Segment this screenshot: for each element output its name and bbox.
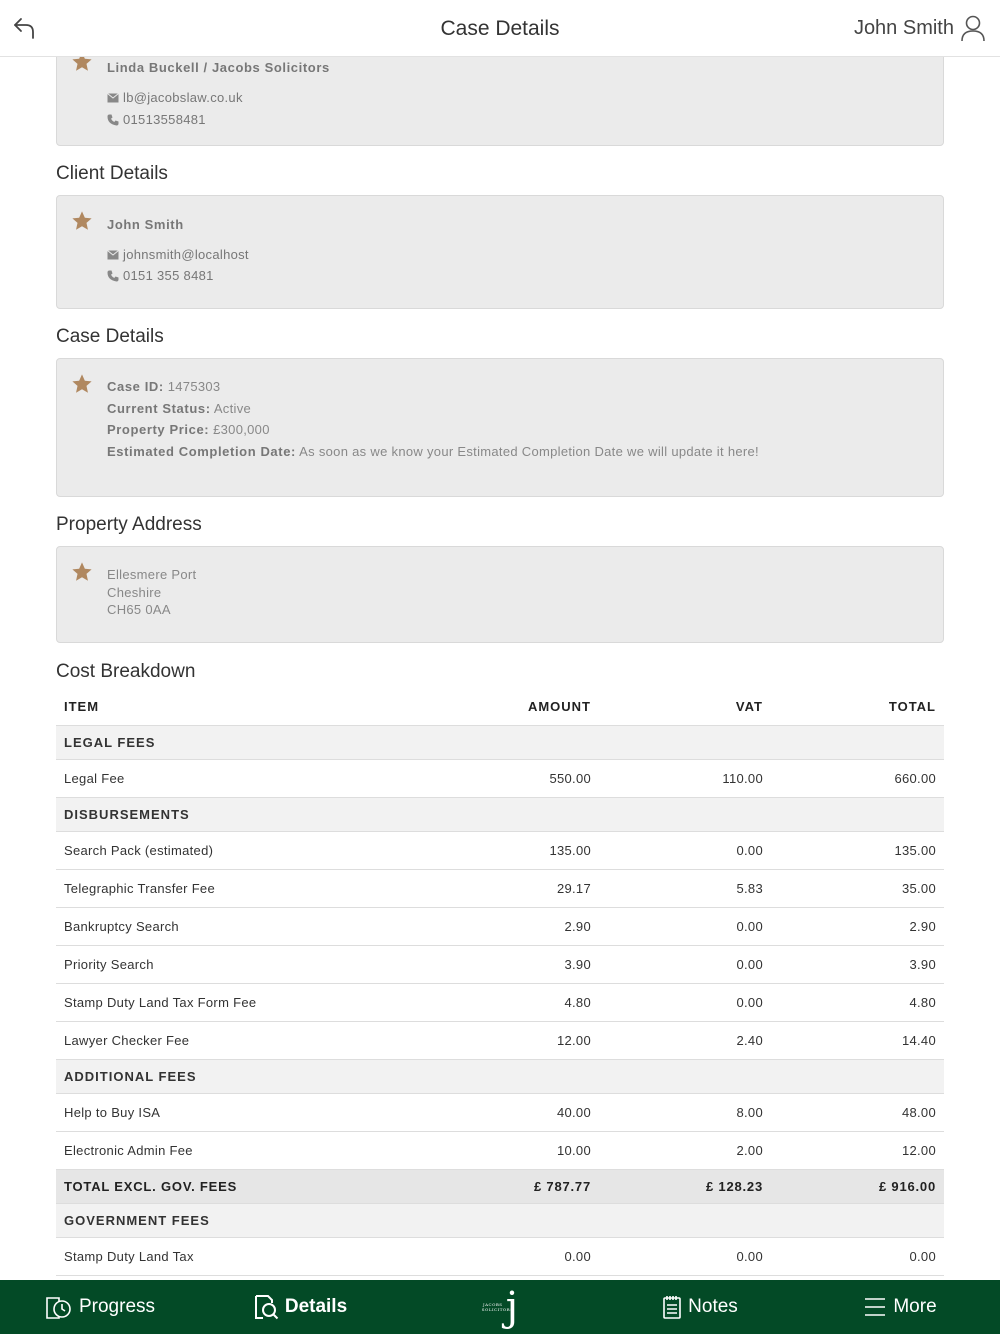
logo-text: JACOBS SOLICITORS [481,1302,514,1312]
cell-vat [591,1059,763,1093]
cell-amount: 12.00 [416,1021,591,1059]
cell-item: Bankruptcy Search [56,907,416,945]
solicitor-phone-row[interactable] [107,112,206,127]
mail-icon [107,250,119,260]
nav-notes[interactable] [600,1280,800,1334]
cell-item: TOTAL EXCL. GOV. FEES [56,1169,416,1203]
cell-total: 2.90 [763,907,944,945]
case-id-value: 1475303 [167,379,221,394]
client-details-heading: Client Details [56,163,168,184]
star-icon [71,57,93,73]
nav-notes-label: Notes [688,1296,738,1317]
column-header-item: ITEM [56,688,416,725]
table-group-row [56,1059,944,1093]
cell-amount: 550.00 [416,759,591,797]
nav-progress-label: Progress [78,1296,156,1317]
case-id-label: Case ID: [107,379,164,394]
star-icon [71,373,93,395]
cell-item: Electronic Admin Fee [56,1131,416,1169]
nav-more[interactable] [800,1280,1000,1334]
cell-vat: 0.00 [591,907,763,945]
column-header-vat: VAT [591,688,763,725]
cell-total: 12.00 [763,1131,944,1169]
cost-breakdown-heading: Cost Breakdown [56,661,196,682]
cell-vat: 0.00 [591,983,763,1021]
solicitor-card [56,57,944,146]
nav-more-label: More [893,1296,937,1317]
cell-item: Stamp Duty Land Tax Form Fee [56,983,416,1021]
phone-icon [107,114,119,126]
client-phone-row[interactable] [107,268,214,283]
nav-home-logo[interactable] [400,1280,600,1334]
address-line-1: Ellesmere Port [107,567,197,582]
table-row [56,759,944,797]
case-status-row [107,401,251,416]
cell-item: Stamp Duty Land Tax [56,1237,416,1275]
cell-total [763,1059,944,1093]
cell-item: Lawyer Checker Fee [56,1021,416,1059]
table-total-row [56,1169,944,1203]
cell-vat: 0.00 [591,831,763,869]
cell-vat [591,1203,763,1237]
address-line-3: CH65 0AA [107,602,171,617]
user-name: John Smith [853,16,954,39]
cell-amount [416,725,591,759]
case-id-row [107,379,220,394]
table-group-row [56,797,944,831]
hamburger-icon [863,1296,887,1318]
cell-vat: 8.00 [591,1093,763,1131]
property-address-heading: Property Address [56,514,202,535]
cell-total: 35.00 [763,869,944,907]
notes-icon [662,1294,682,1320]
cell-item: Telegraphic Transfer Fee [56,869,416,907]
client-email-row[interactable] [107,247,249,262]
cell-vat: 0.00 [591,1237,763,1275]
cell-amount: 10.00 [416,1131,591,1169]
cell-amount: 135.00 [416,831,591,869]
cell-total: 135.00 [763,831,944,869]
case-status-value: Active [213,401,252,416]
cell-vat: 2.40 [591,1021,763,1059]
completion-date-row [107,444,759,459]
cell-item: Legal Fee [56,759,416,797]
solicitor-email-row[interactable] [107,90,243,105]
cell-total: 48.00 [763,1093,944,1131]
cell-total: 3.90 [763,945,944,983]
table-group-row [56,725,944,759]
cell-amount: 40.00 [416,1093,591,1131]
user-icon [960,14,986,42]
client-email: johnsmith@localhost [123,247,249,262]
cell-item: Priority Search [56,945,416,983]
table-group-row [56,1203,944,1237]
address-block [107,566,196,619]
cell-total [763,725,944,759]
case-card [56,358,944,497]
cost-table [56,688,944,1276]
app-header [0,0,1000,57]
star-icon [71,561,93,583]
solicitor-phone: 01513558481 [123,112,206,127]
cell-vat [591,725,763,759]
table-row [56,907,944,945]
table-row [56,945,944,983]
cell-vat [591,797,763,831]
logo-letter: j [505,1284,519,1330]
nav-details[interactable] [200,1280,400,1334]
cell-amount: £ 787.77 [416,1169,591,1203]
cell-amount [416,1059,591,1093]
case-status-label: Current Status: [107,401,211,416]
table-row [56,1131,944,1169]
cell-total: £ 916.00 [763,1169,944,1203]
table-row [56,1237,944,1275]
user-menu[interactable] [854,14,986,42]
cell-amount: 3.90 [416,945,591,983]
client-card [56,195,944,309]
cell-amount: 29.17 [416,869,591,907]
solicitor-email: lb@jacobslaw.co.uk [123,90,243,105]
cell-amount [416,797,591,831]
table-row [56,1021,944,1059]
page-title: Case Details [440,17,560,40]
cell-vat: 0.00 [591,945,763,983]
cell-total [763,797,944,831]
nav-progress[interactable] [0,1280,200,1334]
cell-item: GOVERNMENT FEES [56,1203,416,1237]
cell-amount: 2.90 [416,907,591,945]
property-card [56,546,944,643]
cell-total [763,1203,944,1237]
table-row [56,983,944,1021]
details-icon [253,1294,279,1320]
cell-total: 14.40 [763,1021,944,1059]
cell-vat: £ 128.23 [591,1169,763,1203]
nav-details-label: Details [284,1296,348,1317]
phone-icon [107,270,119,282]
client-name: John Smith [107,217,184,232]
column-header-total: TOTAL [763,688,944,725]
column-header-amount: AMOUNT [416,688,591,725]
cell-vat: 110.00 [591,759,763,797]
case-details-heading: Case Details [56,326,164,347]
bottom-nav [0,1280,1000,1334]
jacobs-logo [481,1284,519,1330]
cell-item: ADDITIONAL FEES [56,1059,416,1093]
cell-item: DISBURSEMENTS [56,797,416,831]
property-price-label: Property Price: [107,422,210,437]
cell-item: LEGAL FEES [56,725,416,759]
table-row [56,1093,944,1131]
table-header-row [56,688,944,725]
cell-total: 660.00 [763,759,944,797]
cell-vat: 2.00 [591,1131,763,1169]
completion-date-label: Estimated Completion Date: [107,444,296,459]
mail-icon [107,93,119,103]
cell-vat: 5.83 [591,869,763,907]
content-scroll[interactable] [0,57,1000,1280]
cost-table-body [56,725,944,1275]
cell-amount: 4.80 [416,983,591,1021]
table-row [56,831,944,869]
property-price-value: £300,000 [213,422,270,437]
cell-item: Search Pack (estimated) [56,831,416,869]
cell-total: 0.00 [763,1237,944,1275]
cell-total: 4.80 [763,983,944,1021]
completion-date-value: As soon as we know your Estimated Completion Date we will update it here! [299,444,759,459]
star-icon [71,210,93,232]
solicitor-name: Linda Buckell / Jacobs Solicitors [107,60,330,75]
cell-amount: 0.00 [416,1237,591,1275]
progress-icon [45,1294,73,1320]
table-row [56,869,944,907]
cell-item: Help to Buy ISA [56,1093,416,1131]
cell-amount [416,1203,591,1237]
client-phone: 0151 355 8481 [123,268,214,283]
address-line-2: Cheshire [107,584,162,600]
property-price-row [107,422,270,437]
